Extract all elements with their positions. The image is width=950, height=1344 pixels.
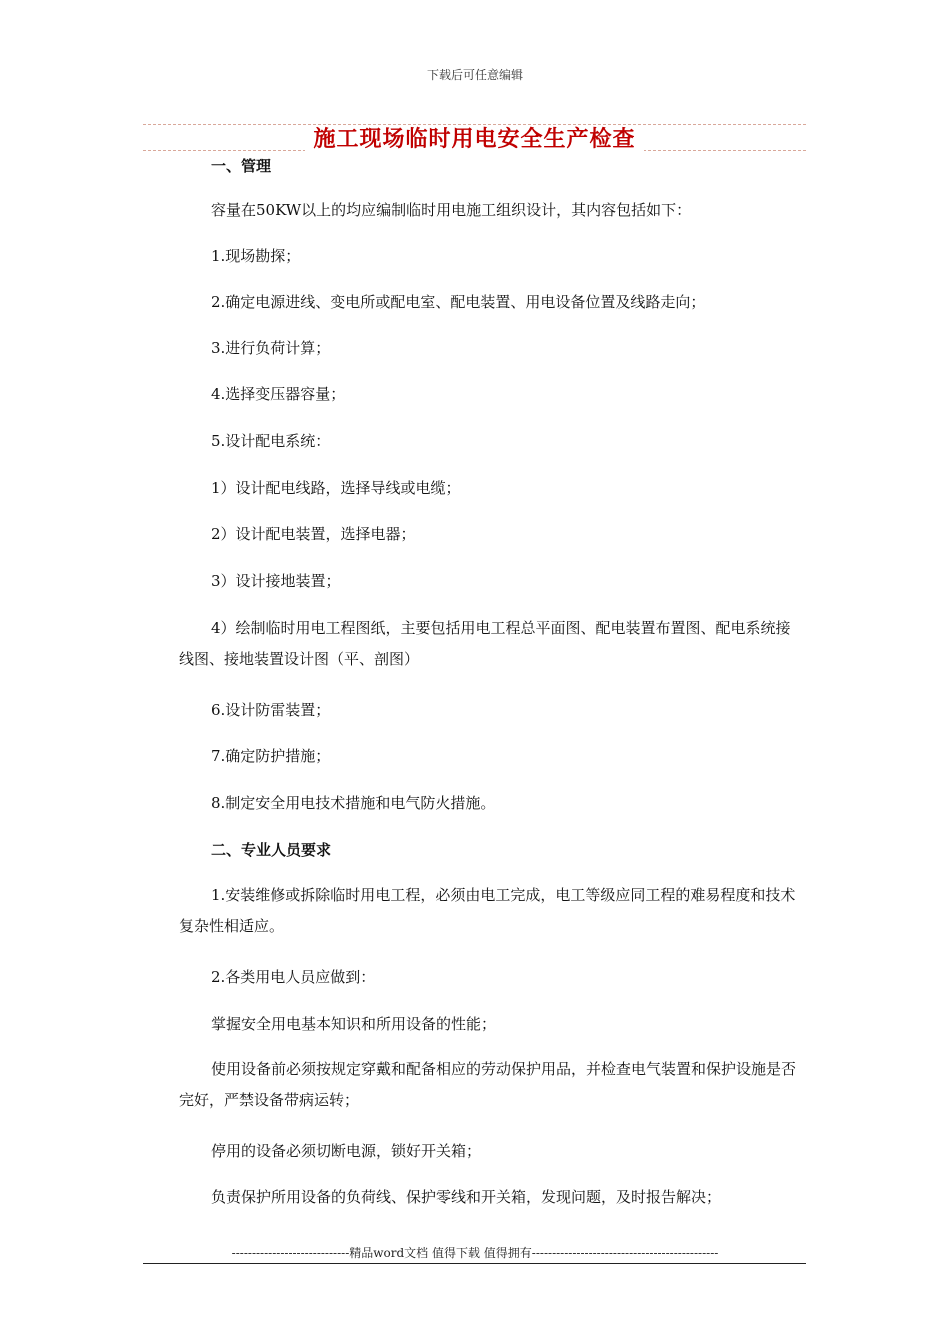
section-heading: 一、管理 [211,157,272,175]
paragraph: 2.各类用电人员应做到： [211,968,376,986]
document-title-text: 施工现场临时用电安全生产检查 [305,127,643,152]
section-heading: 二、专业人员要求 [211,841,332,859]
paragraph: 3.进行负荷计算； [211,339,331,357]
paragraph: 3）设计接地装置； [211,572,341,590]
document-title [143,122,806,153]
paragraph: 2）设计配电装置，选择电器； [211,525,416,543]
paragraph: 6.设计防雷装置； [211,701,331,719]
footer-rule [143,1263,806,1264]
paragraph: 8.制定安全用电技术措施和电气防火措施。 [211,794,496,812]
paragraph: 1.安装维修或拆除临时用电工程，必须由电工完成，电工等级应同工程的难易程度和技术复杂性相适应。 [179,886,796,935]
paragraph: 使用设备前必须按规定穿戴和配备相应的劳动保护用品，并检查电气装置和保护设施是否完好，严禁设备带病运转； [179,1060,797,1109]
paragraph: 2.确定电源进线、变电所或配电室、配电装置、用电设备位置及线路走向； [211,293,706,311]
footer-text: -----------------------------精品word文档 值得下载 值得拥有---------------------------------------------- [231,1246,719,1260]
paragraph: 1）设计配电线路，选择导线或电缆； [211,479,461,497]
paragraph: 停用的设备必须切断电源，锁好开关箱； [211,1142,482,1160]
header-note: 下载后可任意编辑 [426,68,523,82]
paragraph: 1.现场勘探； [211,247,301,265]
paragraph: 4）绘制临时用电工程图纸，主要包括用电工程总平面图、配电装置布置图、配电系统接线图、接地装置设计图（平、剖图） [179,619,791,668]
paragraph: 容量在50KW以上的均应编制临时用电施工组织设计，其内容包括如下： [211,201,692,219]
paragraph: 4.选择变压器容量； [211,385,346,403]
paragraph: 5.设计配电系统： [211,432,331,450]
paragraph: 负责保护所用设备的负荷线、保护零线和开关箱，发现问题，及时报告解决； [211,1188,722,1206]
paragraph: 7.确定防护措施； [211,747,331,765]
paragraph: 掌握安全用电基本知识和所用设备的性能； [211,1015,497,1033]
